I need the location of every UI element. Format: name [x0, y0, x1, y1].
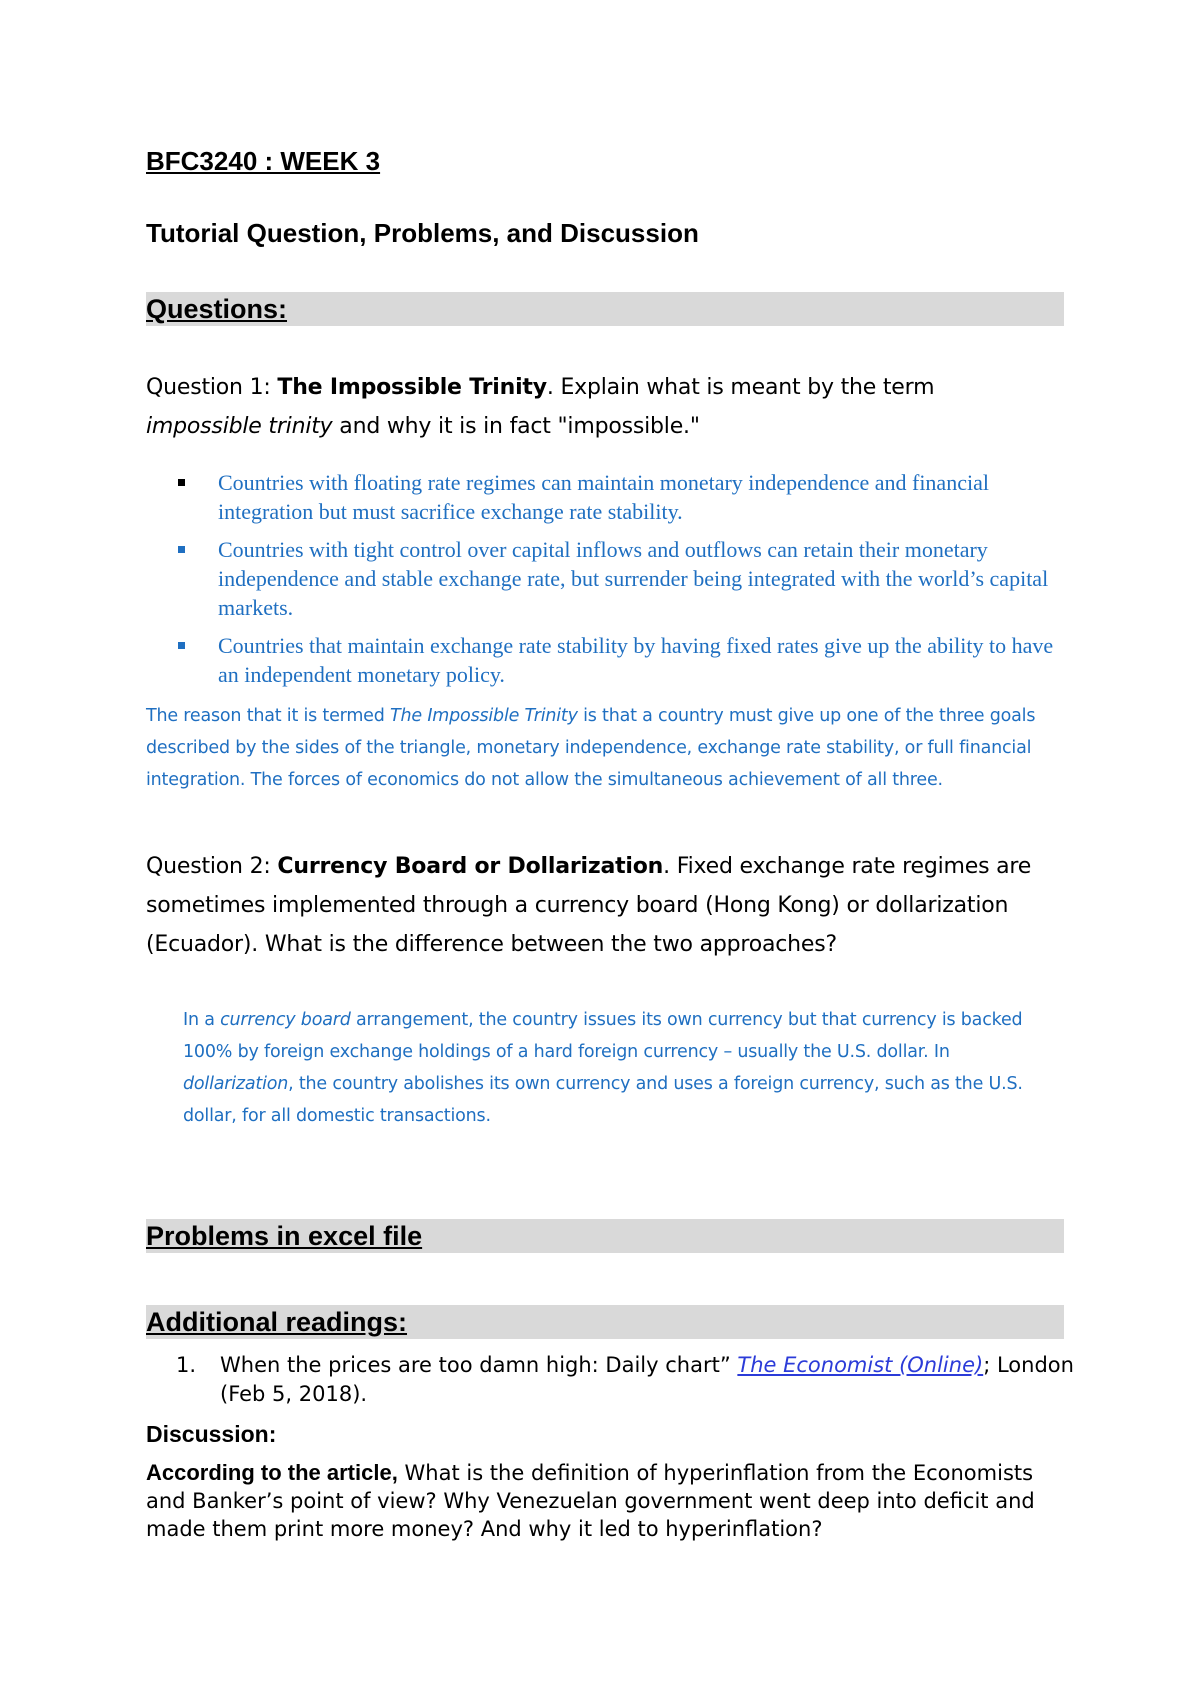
- bullet-square-icon: [178, 546, 185, 553]
- bullet-text: Countries that maintain exchange rate stability by having fixed rates give up the ability to have an independent monetary policy.: [218, 633, 1054, 687]
- answer-1-text-2: is that a country must give up one of the three goals described by the sides of the triangle, monetary independence, exchange rate stability, or full financial integration. The forces of economics do not allow the simultaneous achievement of all three.: [146, 706, 1036, 790]
- answer-2-text: In a: [183, 1010, 221, 1030]
- bullet-text: Countries with tight control over capital inflows and outflows can retain their monetary independence and stable exchange rate, but surrender being integrated with the world’s capital markets.: [218, 537, 1049, 620]
- problems-section-band: [146, 1219, 1064, 1253]
- discussion-label: Discussion:: [146, 1421, 277, 1447]
- page-subtitle: Tutorial Question, Problems, and Discussion: [146, 218, 699, 248]
- question-1-text: . Explain what is meant by the term: [546, 375, 935, 400]
- questions-section-label: Questions:: [146, 294, 288, 324]
- course-week-heading: BFC3240 : WEEK 3: [146, 146, 381, 176]
- question-2-answer: [183, 1004, 1063, 1132]
- question-1-answer: [146, 700, 1046, 796]
- answer-1-term: The Impossible Trinity: [390, 706, 578, 726]
- question-1-bullet-list: [178, 468, 1078, 698]
- discussion-text: [146, 1459, 1076, 1543]
- reading-number: 1.: [176, 1353, 197, 1377]
- bullet-text: Countries with floating rate regimes can maintain monetary independence and financial integration but must sacrifice exchange rate stability.: [218, 470, 989, 524]
- readings-section-label: Additional readings:: [146, 1307, 408, 1337]
- answer-1-text: The reason that it is termed: [146, 706, 391, 726]
- problems-section-label: Problems in excel file: [146, 1221, 423, 1251]
- answer-2-text-3: , the country abolishes its own currency and uses a foreign currency, such as the U.S. dollar, for all domestic transactions.: [183, 1074, 1023, 1126]
- question-2-prefix: Question 2:: [146, 854, 278, 879]
- list-item: [178, 468, 1078, 526]
- answer-2-term-1: currency board: [220, 1010, 351, 1030]
- reading-item-1: [176, 1351, 1076, 1409]
- question-2-title: Currency Board or Dollarization: [277, 854, 664, 879]
- readings-section-band: [146, 1305, 1064, 1339]
- answer-2-text-2: arrangement, the country issues its own currency but that currency is backed 100% by foreign exchange holdings of a hard foreign currency – usually the U.S. dollar. In: [183, 1010, 1023, 1062]
- question-2-text: . Fixed exchange rate regimes are sometimes implemented through a currency board (Hong Kong) or dollarization (Ecuador). What is the difference between the two approaches?: [146, 854, 1032, 957]
- reading-title: When the prices are too damn high: Daily chart”: [220, 1353, 738, 1377]
- discussion-lead: According to the article,: [146, 1460, 398, 1485]
- bullet-square-icon: [178, 479, 185, 486]
- bullet-square-icon: [178, 642, 185, 649]
- question-2: [146, 847, 1076, 964]
- list-item: [178, 535, 1078, 622]
- reading-text: [176, 1351, 1076, 1409]
- list-item: [178, 631, 1078, 689]
- discussion-question: What is the definition of hyperinflation from the Economists and Banker’s point of view? Why Venezuelan government went deep into deficit and made them print more money? And why it led to hyperinflation?: [146, 1461, 1035, 1541]
- reading-source-link[interactable]: The Economist (Online): [737, 1353, 984, 1377]
- question-1-prefix: Question 1:: [146, 375, 278, 400]
- question-1: [146, 368, 1076, 446]
- question-1-title: The Impossible Trinity: [277, 375, 547, 400]
- answer-2-term-2: dollarization: [183, 1074, 289, 1094]
- question-1-text-2: and why it is in fact "impossible.": [332, 414, 700, 439]
- reading-date: ; London (Feb 5, 2018).: [220, 1353, 1074, 1406]
- questions-section-band: [146, 292, 1064, 326]
- question-1-term: impossible trinity: [146, 414, 333, 439]
